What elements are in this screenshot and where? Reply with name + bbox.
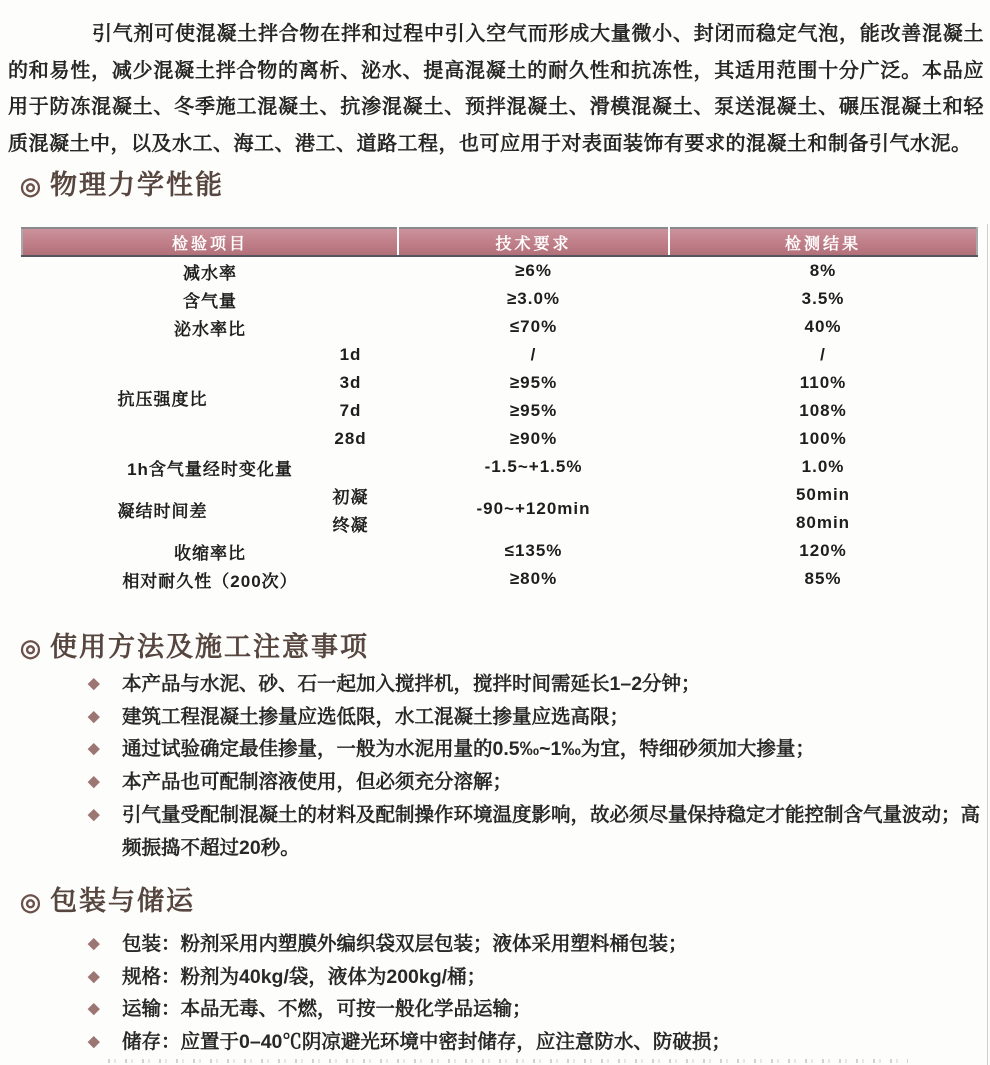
diamond-bullet-icon: ◆ bbox=[88, 805, 100, 823]
section-marker-icon: ◎ bbox=[20, 889, 43, 916]
spec-req-cell: ≤70% bbox=[509, 317, 558, 336]
list-item bbox=[88, 1026, 980, 1059]
col-header-requirement: 技术要求 bbox=[398, 228, 669, 256]
col-header-item: 检验项目 bbox=[22, 228, 398, 256]
spec-table bbox=[21, 227, 978, 593]
spec-req-cell: ≥90% bbox=[509, 429, 558, 448]
diamond-bullet-icon: ◆ bbox=[88, 707, 100, 725]
spec-res-cell: 108% bbox=[799, 401, 847, 420]
scan-edge-line bbox=[987, 224, 988, 1065]
spec-res-cell: 80min bbox=[795, 513, 851, 532]
intro-paragraph: 引气剂可使混凝土拌合物在拌和过程中引入空气而形成大量微小、封闭而稳定气泡，能改善混凝土的和易性，减少混凝土拌合物的离析、泌水、提高混凝土的耐久性和抗冻性，其适用范围十分广泛。本品应用于防冻混凝土、冬季施工混凝土、抗渗混凝土、预拌混凝土、滑模混凝土、泵送混凝土、碾压混凝土和轻质混凝土中，以及水工、海工、港工、道路工程，也可应用于对表面装饰有要求的混凝土和制备引气水泥。 bbox=[8, 23, 984, 155]
list-item bbox=[88, 766, 980, 799]
list-item bbox=[88, 961, 980, 994]
clipped-text-remnant bbox=[108, 1059, 908, 1063]
spec-res-cell: 1.0% bbox=[801, 457, 845, 476]
spec-res-cell: 100% bbox=[799, 429, 847, 448]
list-item-text: 本产品也可配制溶液使用，但必须充分溶解； bbox=[122, 771, 513, 794]
section-title: 使用方法及施工注意事项 bbox=[49, 632, 369, 662]
section-title: 物理力学性能 bbox=[49, 170, 224, 200]
spec-req-cell: ≥95% bbox=[509, 373, 558, 392]
table-row bbox=[22, 341, 977, 369]
section-marker-icon: ◎ bbox=[20, 173, 43, 200]
table-row bbox=[22, 256, 977, 285]
list-item bbox=[88, 799, 980, 864]
list-item bbox=[88, 928, 980, 961]
diamond-bullet-icon: ◆ bbox=[88, 1033, 100, 1051]
list-item-text: 运输：本品无毒、不燃，可按一般化学品运输； bbox=[122, 998, 532, 1021]
col-header-result: 检测结果 bbox=[669, 228, 977, 256]
spec-item-cell: 相对耐久性（200次） bbox=[122, 571, 298, 591]
table-row bbox=[22, 285, 977, 313]
spec-item-cell: 泌水率比 bbox=[174, 319, 246, 339]
spec-res-cell: 3.5% bbox=[801, 289, 845, 308]
packaging-list bbox=[88, 928, 980, 1059]
list-item-text: 本产品与水泥、砂、石一起加入搅拌机，搅拌时间需延长1–2分钟； bbox=[122, 673, 701, 695]
table-row bbox=[22, 565, 977, 593]
table-row bbox=[22, 453, 977, 481]
diamond-bullet-icon: ◆ bbox=[88, 773, 100, 791]
section-heading-physical bbox=[20, 170, 224, 202]
spec-res-cell: 40% bbox=[804, 317, 842, 336]
list-item-text: 规格：粉剂为40kg/袋，液体为200kg/桶； bbox=[122, 965, 487, 988]
diamond-bullet-icon: ◆ bbox=[88, 935, 100, 952]
section-title: 包装与储运 bbox=[49, 886, 195, 916]
list-item-text: 包装：粉剂采用内塑膜外编织袋双层包装；液体采用塑料桶包装； bbox=[122, 933, 688, 955]
list-item-text: 建筑工程混凝土掺量应选低限，水工混凝土掺量应选高限； bbox=[122, 705, 630, 728]
list-item bbox=[88, 701, 980, 734]
spec-sub-cell: 28d bbox=[334, 429, 367, 448]
table-row bbox=[22, 313, 977, 341]
spec-req-cell: ≥95% bbox=[509, 401, 558, 420]
spec-sub-cell: 终凝 bbox=[332, 515, 369, 535]
spec-req-cell: ≤135% bbox=[504, 541, 563, 560]
section-marker-icon: ◎ bbox=[20, 635, 43, 662]
diamond-bullet-icon: ◆ bbox=[88, 1000, 100, 1018]
spec-req-cell: ≥3.0% bbox=[506, 289, 561, 308]
table-row bbox=[22, 481, 977, 509]
table-row bbox=[22, 537, 977, 565]
list-item-text: 储存：应置于0–40℃阴凉避光环境中密封储存，应注意防水、防破损； bbox=[122, 1031, 731, 1054]
spec-res-cell: / bbox=[820, 345, 826, 364]
list-item-text: 引气量受配制混凝土的材料及配制操作环境温度影响，故必须尽量保持稳定才能控制含气量波动；高频振捣不超过20秒。 bbox=[122, 803, 981, 859]
diamond-bullet-icon: ◆ bbox=[88, 740, 100, 758]
spec-res-cell: 8% bbox=[809, 261, 837, 280]
section-heading-usage bbox=[20, 632, 369, 664]
section-heading-packaging bbox=[20, 886, 195, 918]
spec-item-cell: 收缩率比 bbox=[174, 543, 246, 563]
spec-item-cell: 1h含气量经时变化量 bbox=[127, 459, 293, 479]
spec-res-cell: 50min bbox=[795, 485, 851, 504]
spec-res-cell: 85% bbox=[804, 569, 842, 588]
spec-req-cell: ≥80% bbox=[509, 569, 558, 588]
list-item bbox=[88, 668, 980, 701]
spec-sub-cell: 7d bbox=[339, 401, 362, 420]
usage-list bbox=[88, 668, 980, 864]
list-item bbox=[88, 993, 980, 1026]
spec-req-cell: -90~+120min bbox=[476, 499, 591, 518]
spec-req-cell: -1.5~+1.5% bbox=[484, 457, 583, 476]
list-item-text: 通过试验确定最佳掺量，一般为水泥用量的0.5‰~1‰为宜，特细砂须加大掺量； bbox=[122, 738, 815, 761]
spec-sub-cell: 1d bbox=[339, 345, 362, 364]
spec-req-cell: / bbox=[530, 345, 537, 364]
spec-sub-cell: 初凝 bbox=[332, 487, 369, 507]
spec-item-cell: 含气量 bbox=[183, 291, 237, 311]
spec-sub-cell: 3d bbox=[339, 373, 362, 392]
diamond-bullet-icon: ◆ bbox=[88, 967, 100, 985]
spec-group-label-cell: 凝结时间差 bbox=[117, 501, 208, 521]
diamond-bullet-icon: ◆ bbox=[88, 675, 100, 692]
table-header-row bbox=[22, 228, 977, 256]
spec-group-label-cell: 抗压强度比 bbox=[117, 389, 208, 409]
list-item bbox=[88, 733, 980, 766]
spec-res-cell: 110% bbox=[799, 373, 847, 392]
spec-req-cell: ≥6% bbox=[515, 261, 552, 280]
spec-res-cell: 120% bbox=[799, 541, 847, 560]
spec-item-cell: 减水率 bbox=[183, 263, 237, 283]
